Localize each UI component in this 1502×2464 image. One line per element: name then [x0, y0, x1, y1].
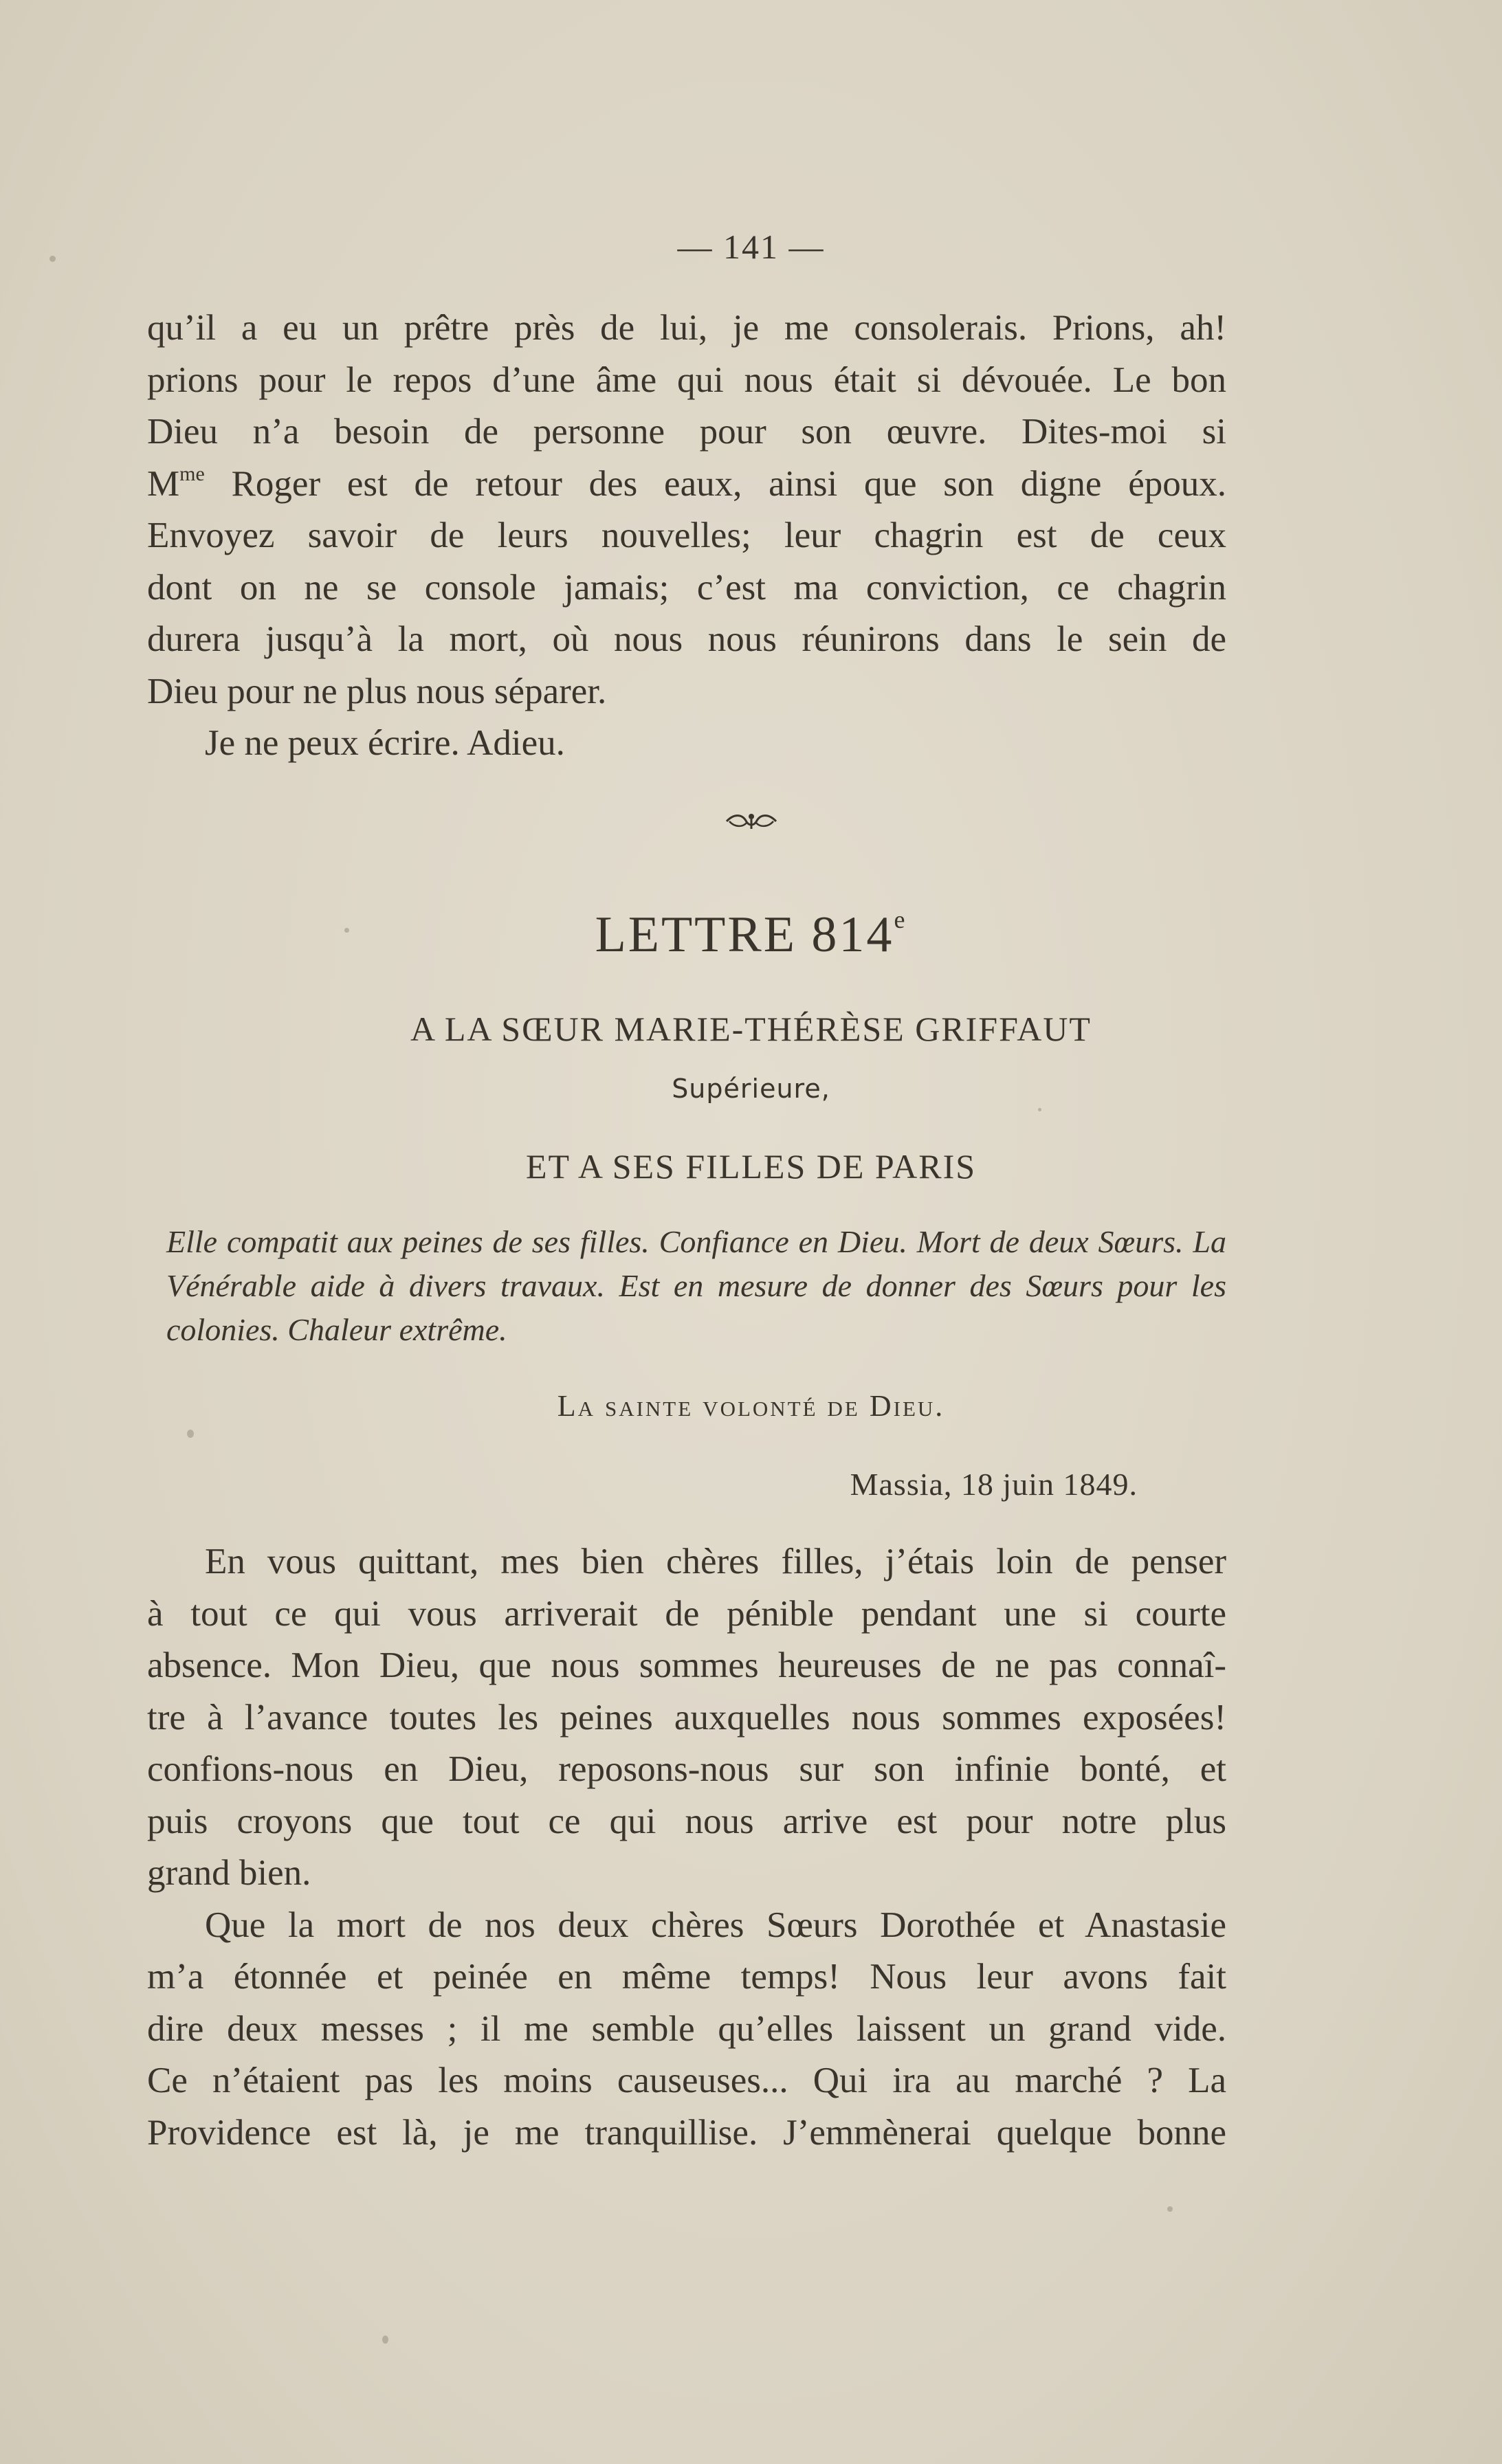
text-line: Que la mort de nos deux chères Sœurs Dorothée et Anastasie [205, 1905, 1226, 1945]
fleuron-ornament-icon [0, 811, 1502, 835]
text-line: qu’il a eu un prêtre près de lui, je me consolerais. Prions, ah! [147, 308, 1226, 348]
paper-speck [344, 928, 349, 933]
text-line: Dieu pour ne plus nous séparer. [147, 671, 607, 711]
text-line: prions pour le repos d’une âme qui nous était si dévouée. Le bon [147, 359, 1226, 400]
paper-speck [1038, 1108, 1041, 1111]
letter-addressee: A LA SŒUR MARIE-THÉRÈSE GRIFFAUT [410, 1010, 1092, 1048]
text-line: à tout ce qui vous arriverait de pénible pendant une si courte [147, 1593, 1226, 1634]
letter-dateline: Massia, 18 juin 1849. [850, 1467, 1138, 1502]
letter-body [147, 1536, 1226, 2159]
text-line: Dieu n’a besoin de personne pour son œuvre. Dites-moi si [147, 412, 1226, 452]
text-line: durera jusqu’à la mort, où nous nous réunirons dans le sein de [147, 619, 1226, 659]
addressee-role: Supérieure, [672, 1074, 830, 1104]
text-line: dont on ne se console jamais; c’est ma conviction, ce chagrin [147, 567, 1226, 608]
text-line: absence. Mon Dieu, que nous sommes heureuses de ne pas connaî- [147, 1645, 1226, 1685]
text-line: puis croyons que tout ce qui nous arrive est pour notre plus [147, 1801, 1226, 1841]
letter-recipients: ET A SES FILLES DE PARIS [525, 1147, 977, 1186]
paper-speck [382, 2335, 388, 2344]
letter-motto: La sainte volonté de Dieu. [557, 1389, 945, 1423]
page-number: — 141 — [677, 227, 825, 266]
text-line: En vous quittant, mes bien chères filles, j’étais loin de penser [205, 1542, 1226, 1581]
text-line: grand bien. [147, 1853, 311, 1893]
text-line: $M^{me}$ Roger est de retour des eaux, ainsi que son digne époux. [147, 462, 1226, 504]
paper-speck [187, 1430, 194, 1438]
paper-speck [49, 256, 56, 262]
abbreviation-madame: $M^{me}$ [147, 462, 205, 504]
closing-line: Je ne peux écrire. Adieu. [205, 723, 565, 763]
text-line: Providence est là, je me tranquillise. J’emmènerai quelque bonne [147, 2112, 1226, 2153]
text-line: Ce n’étaient pas les moins causeuses... Qui ira au marché ? La [147, 2061, 1226, 2100]
text-line: m’a étonnée et peinée en même temps! Nous leur avons fait [147, 1957, 1226, 1997]
text-line: confions-nous en Dieu, reposons-nous sur son infinie bonté, et [147, 1749, 1226, 1789]
text-line: tre à l’avance toutes les peines auxquelles nous sommes exposées! [147, 1697, 1226, 1738]
text-line: Envoyez savoir de leurs nouvelles; leur chagrin est de ceux [147, 515, 1226, 555]
summary-text: Elle compatit aux peines de ses filles. Confiance en Dieu. Mort de deux Sœurs. La Vénérable aide à divers travaux. Est en mesure de donner des Sœurs pour les colonies. Chaleur extrême. [166, 1224, 1226, 1347]
paper-speck [1167, 2206, 1173, 2212]
text-line: dire deux messes ; il me semble qu’elles laissent un grand vide. [147, 2008, 1226, 2049]
letter-title: LETTRE 814e [595, 906, 907, 963]
letter-summary [166, 1220, 1226, 1352]
continuation-text [147, 302, 1226, 770]
